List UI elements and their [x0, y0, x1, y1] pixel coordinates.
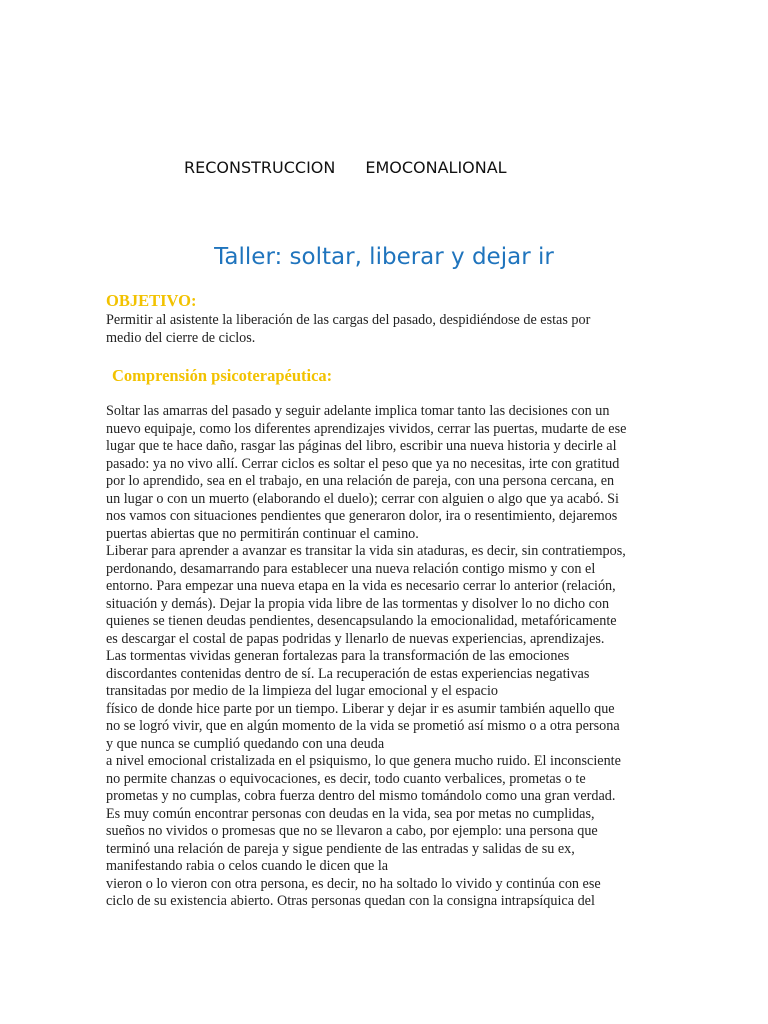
- comprehension-line: situación y demás). Dejar la propia vida libre de las tormentas y disolver lo no dicho con: [106, 595, 610, 612]
- comprehension-line: Liberar para aprender a avanzar es transitar la vida sin ataduras, es decir, sin contratiempos,: [106, 543, 626, 559]
- comprehension-line: Las tormentas vividas generan fortalezas para la transformación de las emociones: [106, 648, 570, 664]
- comprehension-line: nuevo equipaje, como los diferentes aprendizajes vividos, cerrar las puertas, mudarte de ese: [106, 420, 627, 437]
- comprehension-line: nos vamos con situaciones pendientes que generaron dolor, ira o resentimiento, dejaremos: [106, 508, 618, 524]
- comprehension-line: no permite chanzas o equivocaciones, es decir, todo cuanto verbalices, prometas o te: [106, 770, 586, 787]
- objective-label: OBJETIVO:: [106, 291, 197, 310]
- workshop-title: Taller: soltar, liberar y dejar ir: [214, 244, 554, 270]
- comprehension-line: sueños no vividos o promesas que no se llevaron a cabo, por ejemplo: una persona que: [106, 823, 598, 839]
- objective-line: Permitir al asistente la liberación de las cargas del pasado, despidiéndose de estas por: [106, 312, 591, 328]
- objective-line: medio del cierre de ciclos.: [106, 329, 256, 346]
- comprehension-line: quienes se tienen deudas pendientes, desencapsulando la emocionalidad, metafóricamente: [106, 613, 617, 629]
- objective-text: [106, 312, 666, 347]
- comprehension-line: Soltar las amarras del pasado y seguir adelante implica tomar tanto las decisiones con un: [106, 403, 610, 419]
- comprehension-line: ciclo de su existencia abierto. Otras personas quedan con la consigna intrapsíquica del: [106, 893, 595, 909]
- comprehension-line: transitadas por medio de la limpieza del lugar emocional y el espacio: [106, 683, 498, 699]
- comprehension-line: Es muy común encontrar personas con deudas en la vida, sea por metas no cumplidas,: [106, 805, 595, 822]
- comprehension-line: prometas y no cumplas, cobra fuerza dentro del mismo tomándolo como una gran verdad.: [106, 788, 616, 804]
- comprehension-line: físico de donde hice parte por un tiempo. Liberar y dejar ir es asumir también aquello que: [106, 700, 615, 717]
- comprehension-line: discordantes contenidas dentro de sí. La recuperación de estas experiencias negativas: [106, 665, 590, 682]
- comprehension-line: por lo aprendido, sea en el trabajo, en una relación de pareja, con una persona cercana, en: [106, 473, 615, 489]
- comprehension-line: entorno. Para empezar una nueva etapa en la vida es necesario cerrar lo anterior (relación,: [106, 578, 616, 594]
- comprehension-line: lugar que te hace daño, rasgar las páginas del libro, escribir una nueva historia y decirle al: [106, 438, 617, 454]
- comprehension-line: manifestando rabia o celos cuando le dicen que la: [106, 858, 389, 874]
- document-heading: [184, 158, 507, 177]
- heading-word-reconstruccion: RECONSTRUCCION: [184, 158, 336, 177]
- comprehension-label: Comprensión psicoterapéutica:: [112, 366, 333, 385]
- comprehension-line: un lugar o con un muerto (elaborando el duelo); cerrar con alguien o algo que ya acabó. Si: [106, 490, 619, 507]
- comprehension-text: [106, 403, 666, 911]
- comprehension-line: puertas abiertas que no permitirán continuar el camino.: [106, 525, 419, 542]
- comprehension-line: pasado: ya no vivo allí. Cerrar ciclos es soltar el peso que ya no necesitas, irte con gratitud: [106, 455, 620, 472]
- comprehension-line: perdonando, desamarrando para establecer una nueva relación contigo mismo y con el: [106, 560, 596, 577]
- comprehension-line: y que nunca se cumplió quedando con una deuda: [106, 735, 385, 752]
- comprehension-line: terminó una relación de pareja y sigue pendiente de las entradas y salidas de su ex,: [106, 840, 575, 857]
- comprehension-line: vieron o lo vieron con otra persona, es decir, no ha soltado lo vivido y continúa con ese: [106, 875, 601, 892]
- comprehension-line: no se logró vivir, que en algún momento de la vida se prometió así mismo o a otra persona: [106, 718, 620, 734]
- heading-word-emocional: EMOCONALIONAL: [365, 158, 507, 177]
- comprehension-line: es descargar el costal de papas podridas y llenarlo de nuevas experiencias, aprendizajes.: [106, 630, 605, 647]
- comprehension-line: a nivel emocional cristalizada en el psiquismo, lo que genera mucho ruido. El inconsciente: [106, 753, 621, 769]
